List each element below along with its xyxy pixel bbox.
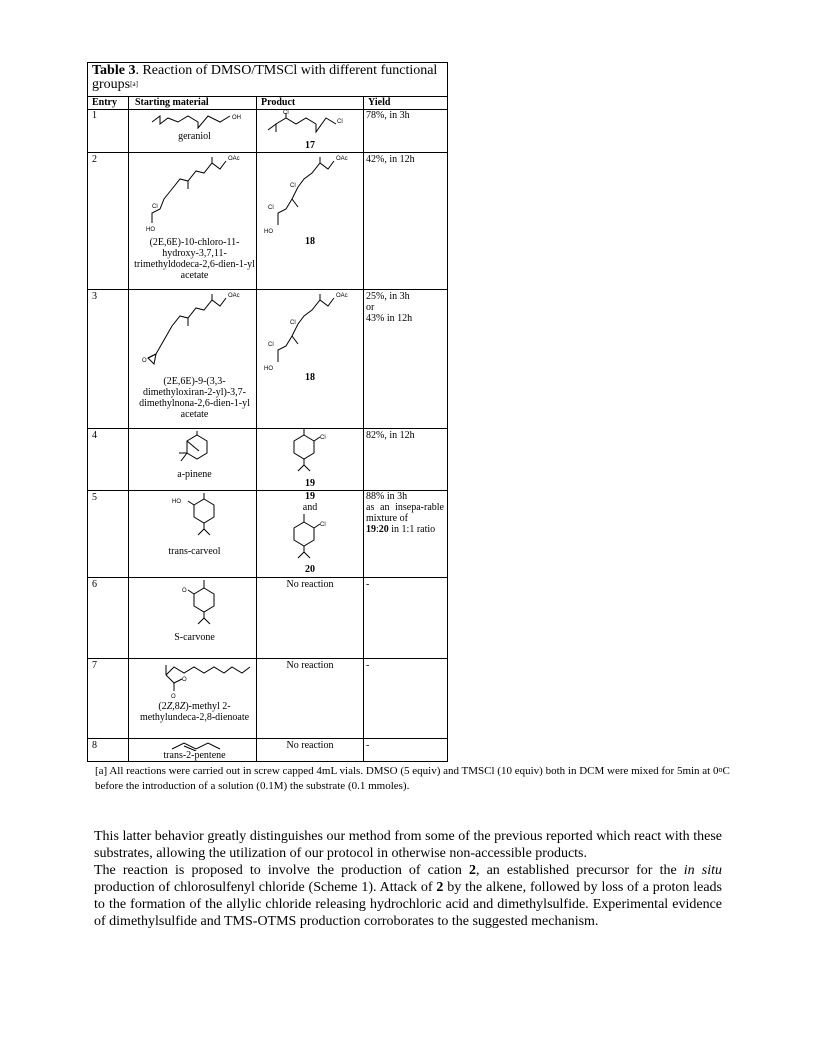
atom-label-oh: OH (232, 115, 241, 121)
yield-value (366, 491, 444, 535)
yield-text: as an insepa-rable mixture of (366, 502, 444, 524)
name-part: ,8 (172, 701, 180, 712)
text-run: by the alkene, followed by loss of a proton leads to the formation of the allylic chloride releasing hydrochloric acid and dimethylsulfide. Experimental evidence of dimethylsulfide and TMS-OTMS production corroborates to the suggested mechanism. (94, 880, 722, 929)
entry-number: 4 (92, 430, 97, 441)
yield-line: 88% in 3h (366, 491, 408, 502)
starting-material-name: (2E,6E)-9-(3,3-dimethyloxiran-2-yl)-3,7-dimethylnona-2,6-dien-1-yl acetate (139, 376, 250, 420)
atom-label-cl: Cl (268, 205, 274, 211)
product-19-structure (288, 429, 338, 475)
starting-material-name: S-carvone (174, 632, 215, 643)
s-carvone-structure (170, 578, 230, 628)
table-row (88, 429, 447, 491)
table-row (88, 739, 447, 761)
footnote-text: [a] All reactions were carried out in screw capped 4mL vials. DMSO (5 equiv) and TMSCl (10 equiv) both in DCM were mixed for 5min at 0 (95, 765, 719, 777)
entry-number: 5 (92, 492, 97, 503)
atom-label-ho: HO (264, 229, 273, 235)
atom-label-o: O (182, 588, 187, 594)
table-row (88, 290, 447, 429)
entry-number: 6 (92, 579, 97, 590)
table-footnote (95, 764, 735, 794)
entry-number: 7 (92, 660, 97, 671)
atom-label-cl: Cl (290, 183, 296, 189)
atom-label-ho: HO (146, 227, 155, 233)
yield-value: - (366, 740, 370, 751)
product-18-structure (264, 290, 354, 372)
starting-material-name (132, 701, 257, 723)
table-row (88, 491, 447, 578)
text-run: The reaction is proposed to involve the production of cation (94, 863, 469, 878)
atom-label-cl: Cl (290, 320, 296, 326)
entry-number: 1 (92, 110, 97, 121)
table-caption-sup: [a] (130, 80, 138, 88)
yield-compound: 19 (366, 524, 376, 535)
product-number: 18 (305, 236, 315, 247)
trans-carveol-structure (170, 491, 230, 537)
yield-value (366, 291, 444, 324)
starting-material-name: geraniol (178, 131, 211, 142)
text-run: production of chlorosulfenyl chloride (Scheme 1). Attack of (94, 880, 437, 895)
atom-label-oac: OAc (336, 156, 348, 162)
entry-number: 3 (92, 291, 97, 302)
starting-material-name: a-pinene (177, 469, 212, 480)
italic-term: in situ (683, 863, 722, 878)
header-product: Product (261, 97, 296, 108)
entry-number: 8 (92, 740, 97, 751)
entry-number: 2 (92, 154, 97, 165)
a-pinene-structure (173, 431, 217, 467)
body-text (94, 828, 722, 930)
product-conjunction: and (302, 502, 318, 513)
yield-compound: 20 (378, 524, 389, 535)
atom-label-cl: Cl (283, 110, 289, 116)
product-number: 20 (305, 564, 315, 575)
product-18-structure (264, 153, 354, 235)
product-17-structure (266, 110, 356, 138)
yield-separator: : (376, 524, 379, 535)
table-caption-text: . Reaction of DMSO/TMSCl with different functional groups (92, 63, 438, 92)
product-number: 18 (305, 372, 315, 383)
product-number: 19 (305, 491, 315, 502)
atom-label-oac: OAc (336, 293, 348, 299)
name-stereo: Z (179, 701, 186, 712)
table-row (88, 153, 447, 290)
starting-material-name: trans-2-pentene (163, 750, 226, 761)
starting-material-name: trans-carveol (168, 546, 221, 557)
atom-label-oac: OAc (228, 156, 240, 162)
yield-value: 42%, in 12h (366, 154, 415, 165)
product-number: 17 (305, 140, 315, 151)
geraniol-structure (150, 110, 250, 130)
header-entry: Entry (92, 97, 117, 108)
starting-material-name: (2E,6E)-10-chloro-11-hydroxy-3,7,11-trimethyldodeca-2,6-dien-1-yl acetate (134, 237, 255, 281)
chlorohydrin-acetate-structure (142, 153, 252, 233)
epoxide-acetate-structure (138, 290, 248, 374)
paragraph (94, 862, 722, 930)
atom-label-ho: HO (172, 499, 181, 505)
atom-label-cl: Cl (152, 204, 158, 210)
atom-label-cl: Cl (320, 435, 326, 441)
degree-sign: o (718, 765, 723, 774)
atom-label-cl: Cl (268, 342, 274, 348)
atom-label-o: O (182, 677, 187, 683)
footnote-text: C before the introduction of a solution (0.1M) the substrate (0.1 mmoles). (95, 765, 730, 792)
table-caption (92, 64, 442, 92)
name-stereo: Z (166, 701, 173, 712)
name-part: )-methyl 2-methylundeca-2,8-dienoate (139, 701, 250, 723)
atom-label-cl: Cl (337, 119, 343, 125)
yield-text: in 1:1 ratio (388, 524, 436, 535)
atom-label-oac: OAc (228, 293, 240, 299)
product-no-reaction: No reaction (286, 660, 334, 671)
product-20-structure (288, 514, 338, 564)
product-number: 19 (305, 478, 315, 489)
name-part: (2 (158, 701, 167, 712)
product-no-reaction: No reaction (286, 740, 334, 751)
yield-line (366, 502, 444, 524)
table-row (88, 659, 447, 739)
text-run: , an established precursor for the (475, 863, 684, 878)
yield-value: - (366, 660, 370, 671)
yield-value: - (366, 579, 370, 590)
product-no-reaction: No reaction (286, 579, 334, 590)
table-header (88, 96, 447, 110)
atom-label-o: O (171, 694, 176, 699)
yield-line: or (366, 302, 375, 313)
paragraph: This latter behavior greatly distinguishes our method from some of the previous reported which react with these substrates, allowing the utilization of our protocol in otherwise non-accessible products. (94, 829, 722, 861)
yield-line: 43% in 12h (366, 313, 413, 324)
yield-value: 78%, in 3h (366, 110, 410, 121)
table-caption-label: Table 3 (92, 63, 136, 78)
atom-label-cl: Cl (320, 522, 326, 528)
yield-line (366, 524, 444, 535)
reaction-table (87, 62, 448, 762)
compound-ref: 2 (468, 863, 476, 878)
table-row (88, 578, 447, 659)
header-starting-material: Starting material (135, 97, 209, 108)
table-row (88, 109, 447, 153)
yield-line: 25%, in 3h (366, 291, 410, 302)
methyl-undecadienoate-structure (154, 659, 254, 699)
header-yield: Yield (368, 97, 391, 108)
compound-ref: 2 (436, 880, 444, 895)
yield-value: 82%, in 12h (366, 430, 415, 441)
atom-label-ho: HO (264, 366, 273, 372)
atom-label-o: O (142, 358, 147, 364)
